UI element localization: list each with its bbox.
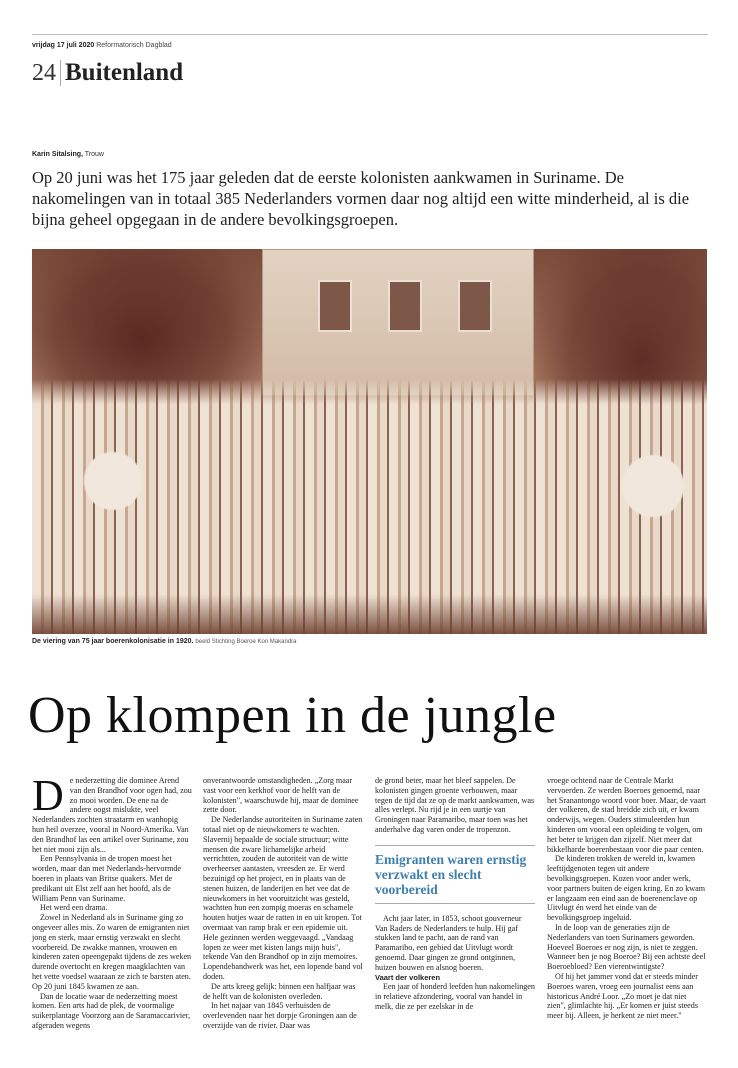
photo-credit: beeld Stichting Boeroe Kon Makandra: [195, 639, 297, 645]
caption-text: De viering van 75 jaar boerenkolonisatie in 1920.: [32, 638, 194, 645]
issue-date: vrijdag 17 juli 2020: [32, 42, 95, 49]
page-number: 24: [32, 59, 56, 86]
house-window: [318, 280, 352, 332]
house-window: [388, 280, 422, 332]
paragraph: vroege ochtend naar de Centrale Markt vervoerden. Ze werden Boeroes genoemd, naar het Sranantongo woord voor boer. Maar, de vaart der volkeren, de stad breidde zich uit, er kwam onderwijs, wegen. Ouders stimuleerden hun kinderen om vooral een opleiding te volgen, om het beter te krijgen dan zijzelf. Niet meer dat bikkelharde boerenbestaan voor die paar centen.: [547, 776, 707, 854]
paragraph: Een Pennsylvania in de tropen moest het worden, maar dan met Nederlands-hervormde boeren in plaats van Britse quakers. Met de predikant uit Elst zelf aan het hoofd, als de William Penn van Suriname.: [32, 854, 181, 903]
author-source: Trouw: [84, 151, 104, 158]
top-rule: [32, 34, 708, 35]
paragraph: de grond beter, maar het bleef sappelen. De kolonisten gingen groente verbouwen, maar tegen de tijd dat ze op de markt aankwamen, was alles verlept. Nu rijd je in een uurtje van Groningen naar Paramaribo, maar toen was het anderhalve dag varen onder de tropenzon.: [375, 776, 535, 834]
article-headline: Op klompen in de jungle: [28, 687, 557, 744]
author-name: Karin Sitalsing,: [32, 151, 83, 158]
lead-paragraph: Op 20 juni was het 175 jaar geleden dat de eerste kolonisten aankwamen in Suriname. De nakomelingen van in totaal 385 Nederlanders vormen daar nog altijd een witte minderheid, al is die bijna geheel opgegaan in de andere bevolkingsgroepen.: [32, 168, 690, 229]
byline: [32, 151, 104, 158]
pull-quote: Emigranten waren ernstig verzwakt en slecht voorbereid: [375, 845, 535, 904]
drop-cap: D: [32, 771, 64, 820]
paragraph: In de loop van de generaties zijn de Nederlanders van toen Surinamers geworden. Hoeveel Boeroes er nog zijn, is niet te zeggen. Wanneer ben je nog Boeroe? Bij een achtste deel Boeroebloed? Een vierentwintigste?: [547, 922, 706, 972]
paragraph: In het najaar van 1845 verhuisden de overlevenden naar het dorpje Groningen aan de overzijde van de rivier. Daar was: [203, 1001, 357, 1030]
historic-group-photo: [32, 249, 707, 634]
newspaper-name: Reformatorisch Dagblad: [96, 42, 172, 49]
dateline: [32, 42, 172, 49]
colonial-house: [262, 249, 534, 396]
article-column-4: [547, 776, 707, 1021]
subheading: Vaart der volkeren: [375, 972, 441, 982]
paragraph: Of hij het jammer vond dat er steeds minder Boeroes waren, vroeg een journalist eens aan historicus André Loor. „Zo moet je dat niet zien", glimlachte hij. „Er komen er juist steeds meer bij. Alleen, je herkent ze niet meer.": [547, 971, 698, 1021]
paragraph: De Nederlandse autoriteiten in Suriname zaten totaal niet op de nieuwkomers te wachten. Slavernij bepaalde de sociale structuur; witte mensen die zware lichamelijke arbeid verrichtten, zouden de autoriteit van de witte overheerser aantasten, vreesden ze. Er werd bezuinigd op het project, en in plaats van de stenen huizen, de landerijen en het vee dat de nieuwkomers in het vooruitzicht was gesteld, wachtten hun een zompig moeras en schamele houten hutjes waar de ratten in en uit kropen. Tot overmaat van ramp brak er een epidemie uit. Hele gezinnen werden weggevaagd. „Vandaag lopen ze weer met kisten langs mijn huis", tekende Van den Brandhof op in zijn memoires. Lopendebandwerk was het, een lopende band vol doden.: [203, 815, 363, 981]
article-column-1: [32, 771, 192, 1031]
paragraph: onverantwoorde omstandigheden. „Zorg maar vast voor een kerkhof voor de helft van de kolonisten", waarschuwde hij, maar de dominee zette door.: [203, 776, 359, 815]
ground-shadow: [32, 594, 707, 634]
paragraph: De kinderen trokken de wereld in, kwamen leeftijdgenoten tegen uit andere bevolkingsgroepen. Kozen voor ander werk, voor partners buiten de eigen kring. En zo kwam er langzaam een eind aan de boerenenclave op Uitvlugt én werd het einde van de bevolkingsgroep ingeluid.: [547, 854, 706, 923]
photo-caption: [32, 638, 297, 645]
article-column-3: [375, 776, 535, 1012]
page-header: [32, 58, 183, 88]
header-divider: [60, 60, 61, 86]
paragraph: e nederzetting die dominee Arend van den Brandhof voor ogen had, zou zo mooi worden. De ene na de andere oogst mislukte, veel Nederlanders zochten straatarm en wanhopig hun heil overzee, vooral in Noord-Amerika. Van den Brandhof las een artikel over Suriname, zou het niet mooi zijn als...: [32, 776, 192, 854]
paragraph: De arts kreeg gelijk: binnen een halfjaar was de helft van de kolonisten overleden.: [203, 981, 356, 1001]
article-column-2: [203, 776, 363, 1031]
paragraph: Een jaar of honderd leefden hun nakomelingen in relatieve afzondering, vooral van handel in melk, die ze per ezelskar in de: [375, 982, 535, 1011]
paragraph: Zowel in Nederland als in Suriname ging zo ongeveer alles mis. Zo waren de emigranten niet jong en sterk, maar ernstig verzwakt en slecht voorbereid. De zwakke mannen, vrouwen en kinderen zaten opeengepakt tijdens de zes weken durende overtocht en kregen maagklachten van het vette voedsel waaraan ze zich te barsten aten. Op 20 juni 1845 kwamen ze aan.: [32, 913, 192, 991]
section-title: Buitenland: [65, 59, 184, 86]
house-window: [458, 280, 492, 332]
paragraph: Het werd een drama.: [40, 903, 108, 913]
paragraph: Acht jaar later, in 1853, schoot gouverneur Van Raders de Nederlanders te hulp. Hij gaf stukken land te pacht, aan de rand van Paramaribo, een gebied dat Uitvlugt wordt genoemd. Daar gingen ze grond ontginnen, huizen bouwen en alsnog boeren.: [375, 913, 522, 972]
paragraph: Dan de locatie waar de nederzetting moest komen. Een arts had de plek, de voormalige suikerplantage Voorzorg aan de Saramaccarivier, afgeraden wegens: [32, 991, 191, 1030]
